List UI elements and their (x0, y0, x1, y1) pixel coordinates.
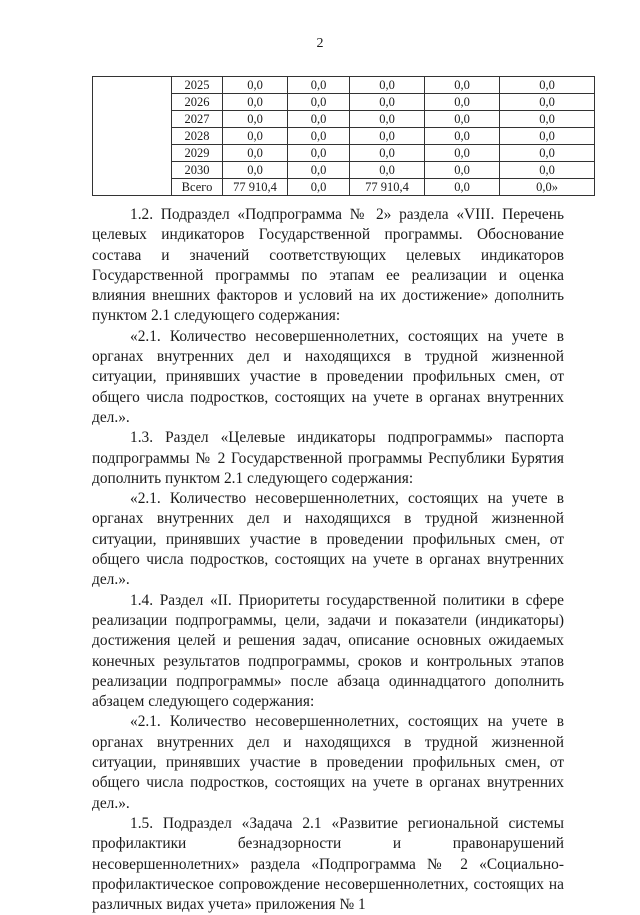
funding-table (92, 76, 595, 196)
paragraph-quote-1: «2.1. Количество несовершеннолетних, состоящих на учете в органах внутренних дел и находящихся в трудной жизненной ситуации, принявших участие в проведении профильных смен, от общего числа подростков, состоящих на учете в органах внутренних дел.». (92, 327, 564, 426)
table-value-cell: 0,0 (425, 128, 500, 145)
table-year-cell: 2026 (172, 94, 223, 111)
table-value-cell: 0,0 (223, 128, 288, 145)
table-value-cell: 0,0 (425, 162, 500, 179)
paragraph-quote-3: «2.1. Количество несовершеннолетних, состоящих на учете в органах внутренних дел и находящихся в трудной жизненной ситуации, принявших участие в проведении профильных смен, от общего числа подростков, состоящих на учете в органах внутренних дел.». (92, 713, 564, 812)
table-value-cell: 0,0 (500, 162, 595, 179)
table-value-cell: 0,0 (288, 179, 350, 196)
paragraph-quote-2: «2.1. Количество несовершеннолетних, состоящих на учете в органах внутренних дел и находящихся в трудной жизненной ситуации, принявших участие в проведении профильных смен, от общего числа подростков, состоящих на учете в органах внутренних дел.». (92, 490, 564, 589)
paragraph-1-4: 1.4. Раздел «II. Приоритеты государственной политики в сфере реализации подпрограммы, цели, задачи и показатели (индикаторы) достижения целей и решения задач, описание основных ожидаемых конечных результатов подпрограммы, сроков и контрольных этапов реализации подпрограммы» после абзаца одиннадцатого дополнить абзацем следующего содержания: (92, 591, 564, 711)
table-year-cell: 2030 (172, 162, 223, 179)
table-year-cell: 2025 (172, 77, 223, 94)
document-body (92, 205, 564, 915)
table-value-cell: 0,0 (500, 145, 595, 162)
table-value-cell: 0,0 (350, 111, 425, 128)
table-year-cell: Всего (172, 179, 223, 196)
table-value-cell: 0,0 (350, 162, 425, 179)
table-value-cell: 0,0 (223, 162, 288, 179)
table-value-cell: 0,0 (350, 77, 425, 94)
table-value-cell: 0,0» (500, 179, 595, 196)
table-value-cell: 0,0 (288, 94, 350, 111)
paragraph-1-2: 1.2. Подраздел «Подпрограмма № 2» раздела «VIII. Перечень целевых индикаторов Государственной программы. Обоснование состава и значений соответствующих целевых индикаторов Государственной программы по этапам ее реализации и оценка влияния внешних факторов и условий на их достижение» дополнить пунктом 2.1 следующего содержания: (92, 206, 564, 325)
table-value-cell: 0,0 (288, 111, 350, 128)
table-value-cell: 0,0 (425, 145, 500, 162)
table-value-cell: 0,0 (288, 128, 350, 145)
table-value-cell: 77 910,4 (223, 179, 288, 196)
table-value-cell: 0,0 (500, 77, 595, 94)
paragraph-1-5: 1.5. Подраздел «Задача 2.1 «Развитие региональной системы профилактики безнадзорности и правонарушений несовершеннолетних» раздела «Подпрограмма № 2 «Социально-профилактическое сопровождение несовершеннолетних, состоящих на различных видах учета» приложения № 1 (92, 814, 564, 914)
table-value-cell: 0,0 (350, 94, 425, 111)
table-year-cell: 2027 (172, 111, 223, 128)
table-value-cell: 0,0 (350, 128, 425, 145)
table-value-cell: 0,0 (288, 77, 350, 94)
table-value-cell: 0,0 (223, 111, 288, 128)
table-value-cell: 0,0 (500, 128, 595, 145)
table-value-cell: 0,0 (350, 145, 425, 162)
table-value-cell: 0,0 (223, 145, 288, 162)
table-value-cell: 0,0 (425, 94, 500, 111)
table-value-cell: 0,0 (223, 77, 288, 94)
table-value-cell: 0,0 (500, 111, 595, 128)
table-year-cell: 2029 (172, 145, 223, 162)
paragraph-1-3: 1.3. Раздел «Целевые индикаторы подпрограммы» паспорта подпрограммы № 2 Государственной программы Республики Бурятия дополнить пунктом 2.1 следующего содержания: (92, 429, 564, 487)
table-value-cell: 77 910,4 (350, 179, 425, 196)
table-value-cell: 0,0 (425, 179, 500, 196)
table-value-cell: 0,0 (500, 94, 595, 111)
table-value-cell: 0,0 (425, 111, 500, 128)
table-value-cell: 0,0 (223, 94, 288, 111)
table-value-cell: 0,0 (288, 145, 350, 162)
table-row (93, 77, 595, 94)
table-year-cell: 2028 (172, 128, 223, 145)
table-empty-cell (93, 77, 172, 196)
table-value-cell: 0,0 (425, 77, 500, 94)
page-number: 2 (316, 36, 324, 51)
table-value-cell: 0,0 (288, 162, 350, 179)
